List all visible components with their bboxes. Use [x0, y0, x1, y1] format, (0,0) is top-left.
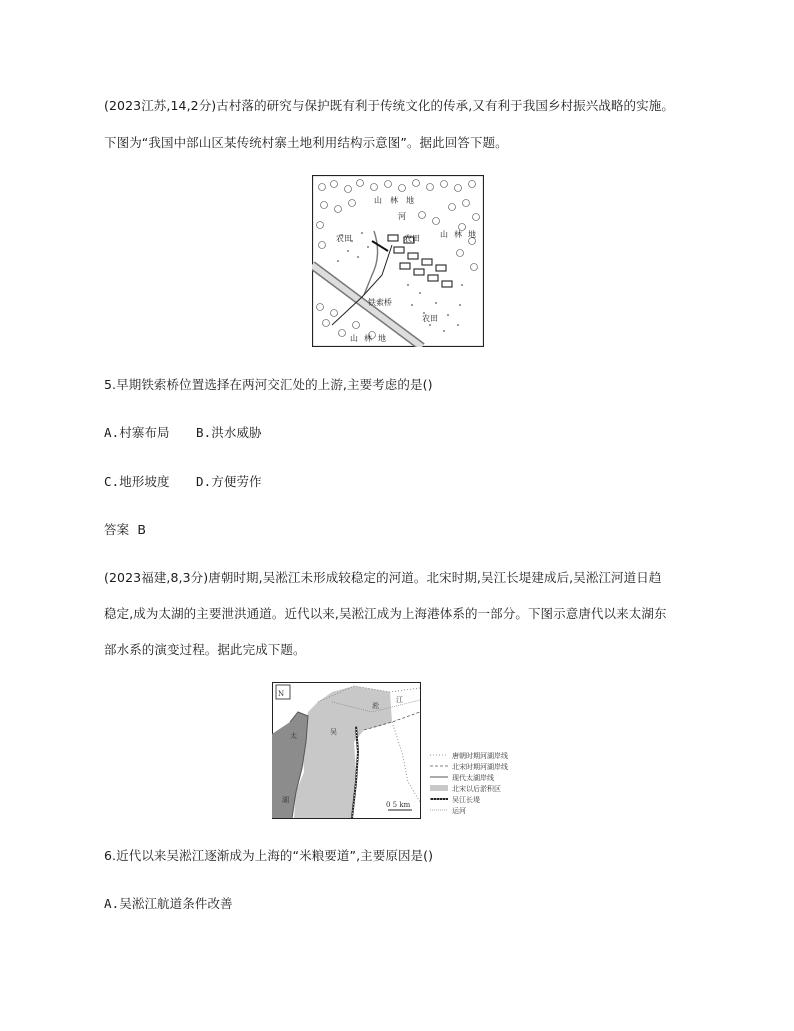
map2-label-tai: 太	[290, 732, 297, 740]
q5-option-a: A.村寨布局	[104, 425, 170, 440]
q5-answer	[104, 520, 146, 538]
legend-song-shoreline: 北宋时期河湖岸线	[452, 763, 508, 771]
taihu-water-system-map	[272, 682, 528, 820]
map1-label-land: 地	[406, 196, 414, 205]
map2-legend	[430, 751, 508, 815]
map1-label-farmland-1: 农田	[336, 234, 352, 243]
map1-label-mountain: 山	[374, 196, 382, 205]
map1-label-forest-3: 林	[364, 334, 372, 343]
land-use-map	[312, 175, 484, 347]
q5-options-row1	[104, 423, 262, 441]
legend-modern-shoreline: 现代太湖岸线	[452, 774, 494, 782]
map1-label-mountain-3: 山	[350, 334, 358, 343]
map1-label-land-2: 地	[468, 230, 476, 239]
legend-canal: 运河	[452, 807, 466, 815]
q5-option-b: B.洪水威胁	[196, 425, 262, 440]
q5-question: 5.早期铁索桥位置选择在两河交汇处的上游,主要考虑的是()	[104, 377, 433, 392]
q2-intro-line3: 部水系的演变过程。据此完成下题。	[104, 642, 306, 657]
north-arrow-icon: N	[278, 690, 285, 698]
q5-options-row2	[104, 472, 262, 490]
map1-label-forest-2: 林	[454, 230, 462, 239]
legend-sediment-area: 北宋以后淤积区	[452, 785, 501, 793]
q5-option-c: C.地形坡度	[104, 474, 170, 489]
map2-label-jiang: 江	[396, 696, 403, 704]
map2-label-hu: 湖	[282, 796, 289, 804]
q1-intro-line1: (2023江苏,14,2分)古村落的研究与保护既有利于传统文化的传承,又有利于我国乡村振兴战略的实施。	[104, 98, 674, 113]
map1-label-mountain-2: 山	[440, 230, 448, 239]
q6-option-a: A.吴淞江航道条件改善	[104, 896, 233, 911]
answer-label: 答案	[104, 522, 130, 537]
map1-label-river: 河	[398, 212, 406, 221]
q2-intro-line1: (2023福建,8,3分)唐朝时期,吴淞江未形成较稳定的河道。北宋时期,吴江长堤建成后,吴淞江河道日趋	[104, 570, 662, 585]
answer-value: B	[137, 522, 147, 537]
q2-intro-line2: 稳定,成为太湖的主要泄洪通道。近代以来,吴淞江成为上海港体系的一部分。下图示意唐代以来太湖东	[104, 606, 667, 621]
legend-tang-shoreline: 唐朝时期河湖岸线	[452, 752, 508, 760]
q6-question: 6.近代以来吴淞江逐渐成为上海的“米粮要道”,主要原因是()	[104, 848, 434, 863]
map1-label-forest: 林	[390, 196, 398, 205]
map2-label-wu: 吴	[330, 728, 337, 736]
q1-intro-line2: 下图为“我国中部山区某传统村寨土地利用结构示意图”。据此回答下题。	[104, 135, 508, 150]
map2-label-song: 淞	[372, 702, 379, 710]
q5-option-d: D.方便劳作	[196, 474, 262, 489]
scale-bar: 0 5 km	[386, 801, 411, 809]
map1-label-land-3: 地	[378, 334, 386, 343]
map1-label-bridge: 铁索桥	[368, 298, 392, 307]
legend-wujiang-dike: 吴江长堤	[452, 796, 480, 804]
map1-label-farmland-3: 农田	[422, 314, 438, 323]
map1-label-farmland-2: 农田	[404, 234, 420, 243]
